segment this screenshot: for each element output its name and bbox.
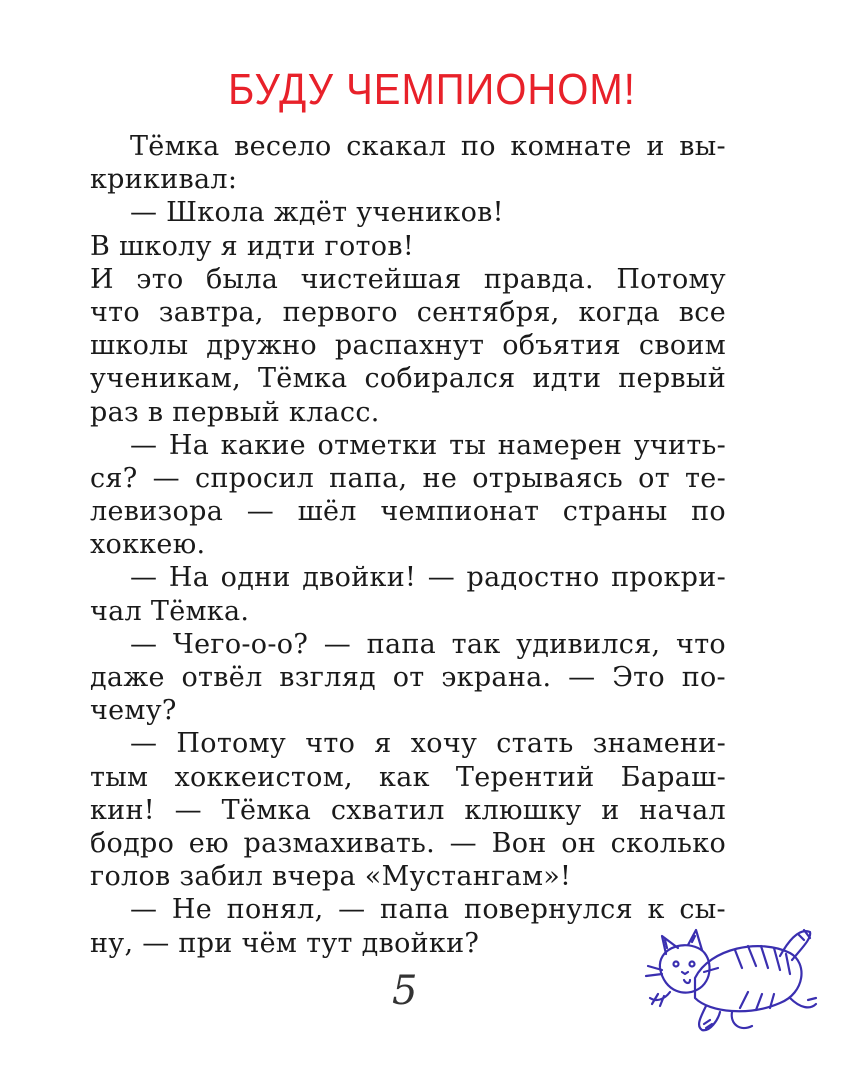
text-line: — На какие отметки ты намерен учить-	[130, 429, 726, 461]
text-line: ся? — спросил папа, не отрываясь от те-	[90, 462, 726, 494]
text-line: ученикам, Тёмка собирался идти первый	[90, 363, 726, 395]
text-line: чал Тёмка.	[90, 595, 250, 627]
text-line: бодро ею размахивать. — Вон он сколько	[90, 827, 726, 859]
story-text	[90, 130, 726, 960]
text-line: крикивал:	[90, 164, 238, 196]
text-line: хоккею.	[90, 529, 206, 561]
text-line: даже отвёл взгляд от экрана. — Это по-	[90, 662, 726, 693]
text-line: голов забил вчера «Мустангам»!	[90, 861, 572, 893]
text-line: — На одни двойки! — радостно прокри-	[130, 562, 726, 594]
text-line: — Школа ждёт учеников!	[130, 197, 504, 229]
text-line: раз в первый класс.	[90, 396, 380, 428]
page-title: БУДУ ЧЕМПИОНОМ!	[228, 66, 636, 114]
text-line: — Чего-о-о? — папа так удивился, что	[130, 628, 726, 660]
cat-doodle-icon	[640, 908, 820, 1038]
text-line: И это была чистейшая правда. Потому	[90, 263, 726, 295]
text-line: ну, — при чём тут двойки?	[90, 927, 480, 959]
text-line: тым хоккеистом, как Терентий Бараш-	[90, 761, 726, 793]
page-number: 5	[392, 968, 418, 1014]
text-line: школы дружно распахнут объятия своим	[90, 330, 726, 362]
text-line: В школу я идти готов!	[90, 230, 414, 262]
text-line: — Не понял, — папа повернулся к сы-	[130, 894, 726, 926]
text-line: кин! — Тёмка схватил клюшку и начал	[90, 794, 726, 826]
text-line: что завтра, первого сентября, когда все	[90, 296, 726, 328]
text-line: левизора — шёл чемпионат страны по	[90, 496, 726, 528]
text-line: — Потому что я хочу стать знамени-	[130, 728, 726, 760]
text-line: Тёмка весело скакал по комнате и вы-	[130, 131, 726, 162]
text-line: чему?	[90, 695, 177, 727]
